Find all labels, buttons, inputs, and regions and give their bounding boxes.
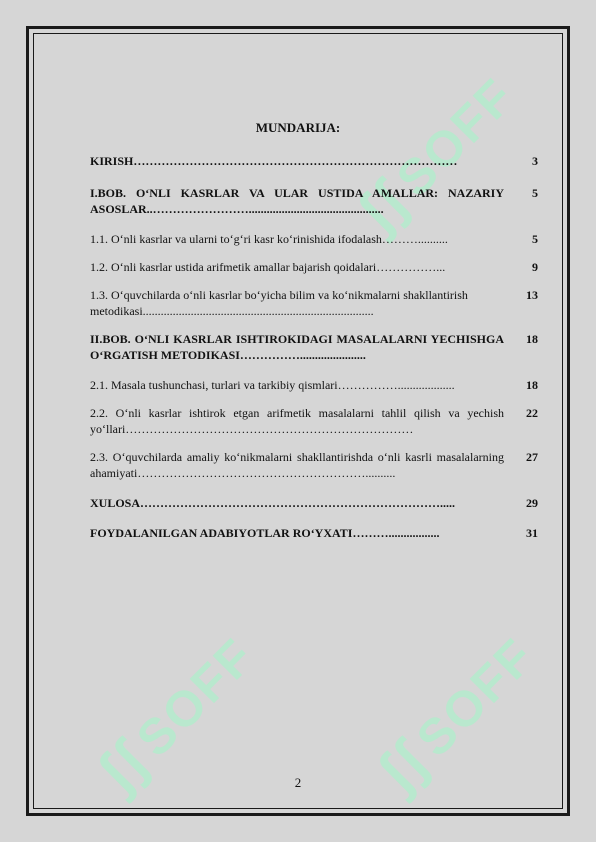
toc-entry (90, 287, 538, 319)
toc-entry-text: 1.1. O‘nli kasrlar va ularni to‘g‘ri kasr ko‘rinishida ifodalash……….......... (90, 232, 448, 246)
toc-entry-page: 31 (526, 526, 538, 540)
toc-entry-page: 27 (526, 450, 538, 464)
watermark-logo: ʃʃSOFF (365, 627, 546, 805)
toc-entry-page: 22 (526, 406, 538, 420)
toc-entry-page: 3 (532, 154, 538, 168)
toc-entry-text: 2.3. O‘quvchilarda amaliy ko‘nikmalarni shakllantirishda o‘nli kasrli masalalarning ahamiyati………………………………………………….......... (90, 450, 504, 480)
toc-entry (90, 495, 538, 511)
toc-entry (90, 525, 538, 541)
toc-entry-page: 5 (532, 186, 538, 200)
toc-entry-text: XULOSA…………………………………………………………………..... (90, 496, 456, 510)
toc-entry-text: 1.3. O‘quvchilarda o‘nli kasrlar bo‘yicha bilim va ko‘nikmalarni shakllantirish metodikasi............................................................................. (90, 288, 468, 318)
watermark-logo: ʃʃSOFF (85, 627, 266, 805)
toc-entry (90, 153, 538, 169)
toc-entry (90, 231, 538, 247)
toc-entry-text: 2.1. Masala tushunchasi, turlari va tarkibiy qismlari……………................... (90, 378, 455, 392)
page-title: MUNDARIJA: (255, 120, 341, 135)
table-of-contents (90, 153, 538, 541)
toc-entry-text: 1.2. O‘nli kasrlar ustida arifmetik amallar bajarish qoidalari……………... (90, 260, 446, 274)
toc-entry-page: 18 (526, 332, 538, 346)
toc-entry (90, 259, 538, 275)
toc-entry (90, 449, 538, 481)
toc-entry-page: 9 (532, 260, 538, 274)
toc-entry-page: 13 (526, 288, 538, 302)
toc-entry-page: 5 (532, 232, 538, 246)
toc-entry-page: 29 (526, 496, 538, 510)
toc-entry-text: FOYDALANILGAN ADABIYOTLAR RO‘YXATI………................. (90, 526, 440, 540)
toc-entry (90, 185, 538, 217)
toc-entry (90, 377, 538, 393)
page-number: 2 (294, 775, 302, 790)
watermark-logo: ʃʃSOFF (345, 67, 526, 245)
toc-entry-text: 2.2. O‘nli kasrlar ishtirok etgan arifmetik masalalarni tahlil qilish va yechish yo‘llari……………………………………………………………… (90, 406, 504, 436)
toc-entry (90, 331, 538, 363)
toc-entry-text: II.BOB. O‘NLI KASRLAR ISHTIROKIDAGI MASALALARNI YECHISHGA O‘RGATISH METODIKASI……………...................... (90, 332, 504, 362)
toc-entry (90, 405, 538, 437)
toc-entry-page: 18 (526, 378, 538, 392)
toc-entry-text: I.BOB. O‘NLI KASRLAR VA ULAR USTIDA AMALLAR: NAZARIY ASOSLAR..……………………............................................. (90, 186, 504, 216)
toc-entry-text: KIRISH……………………………………………………………………… (90, 154, 458, 168)
